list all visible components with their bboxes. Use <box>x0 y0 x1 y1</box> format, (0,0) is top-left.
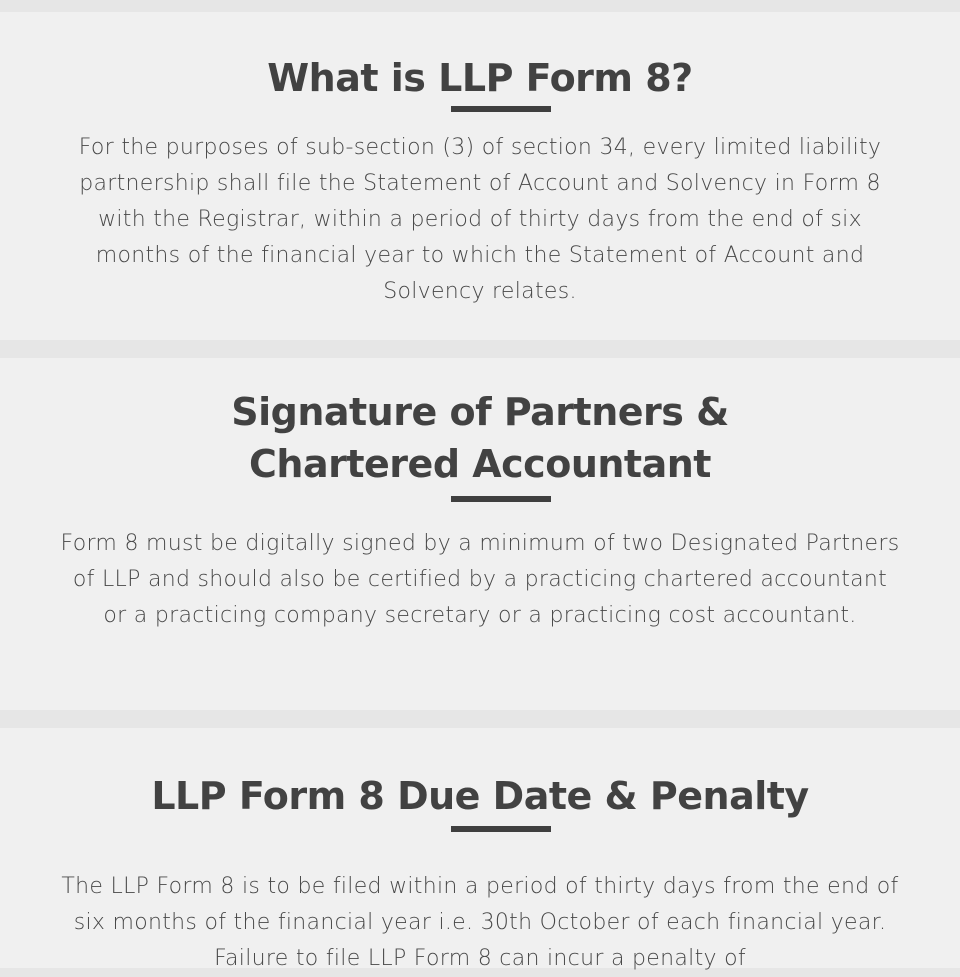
section-title <box>0 386 960 490</box>
title-underline <box>451 826 551 832</box>
section-title: What is LLP Form 8? <box>267 56 693 100</box>
section-body: The LLP Form 8 is to be filed within a period of thirty days from the end of six months of the financial year i.e. 30th October of each financial year. Failure to file LLP Form 8 can incur a penalty of <box>61 874 899 971</box>
section-title-line-1: Signature of Partners & <box>231 390 729 434</box>
section-signature <box>0 358 960 710</box>
section-title: LLP Form 8 Due Date & Penalty <box>151 774 809 818</box>
section-body: For the purposes of sub-section (3) of section 34, every limited liability partnership shall file the Statement of Account and Solvency in Form 8 with the Registrar, within a period of thirty days from the end of six months of the financial year to which the Statement of Account and Solvency relates. <box>78 135 882 304</box>
title-underline <box>451 106 551 112</box>
section-due-date-penalty <box>0 728 960 971</box>
section-body: Form 8 must be digitally signed by a minimum of two Designated Partners of LLP and should also be certified by a practicing chartered accountant or a practicing company secretary or a practicing cost accountant. <box>60 531 900 628</box>
section-what-is-form-8 <box>0 12 960 340</box>
title-underline <box>451 496 551 502</box>
section-title-line-2: Chartered Accountant <box>249 442 711 486</box>
